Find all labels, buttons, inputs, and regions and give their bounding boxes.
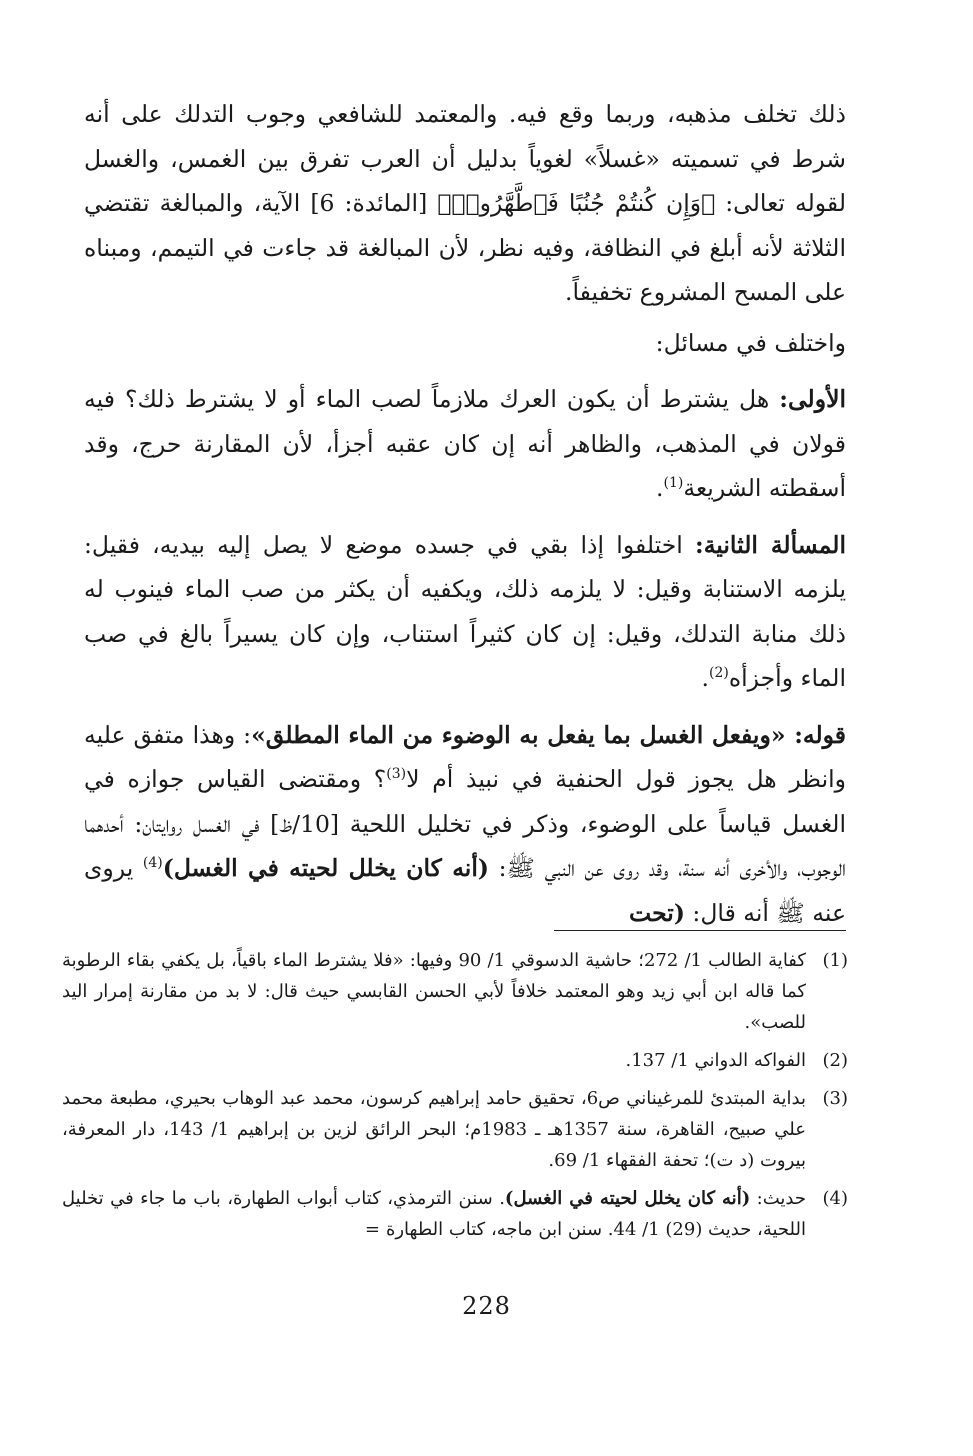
continuation-mark: = xyxy=(364,1219,380,1240)
footnote-ref-2[interactable]: (2) xyxy=(708,665,729,682)
footnote-ref-4[interactable]: (4) xyxy=(142,855,163,872)
issue-second-end: . xyxy=(701,664,709,692)
paragraph-2 xyxy=(84,321,846,366)
paragraph-1 xyxy=(84,92,846,315)
hadith-quote-continued: (تحت xyxy=(629,898,685,927)
footnote-4 xyxy=(62,1183,848,1245)
main-text xyxy=(84,92,846,935)
footnote-2 xyxy=(62,1045,848,1076)
footnote-3-number: (3) xyxy=(822,1088,848,1109)
issue-second-text: اختلفوا إذا بقي في جسده موضع لا يصل إليه بيديه، فقيل: يلزمه الاستنابة وقيل: لا يلزمه ذلك، ويكفيه أن يكثر من صب الماء فينوب له ذلك منابة التدلك، وقيل: إن كان كثيراً استناب، وإن كان يسيراً بالغ في صب الماء وأجزأه xyxy=(84,530,846,692)
quote-text-3: يروى عنه ﷺ أنه قال: xyxy=(84,854,846,927)
issue-second xyxy=(84,523,846,701)
quote-paragraph xyxy=(84,713,846,936)
issue-first-text: هل يشترط أن يكون العرك ملازماً لصب الماء أو لا يشترط ذلك؟ فيه قولان في المذهب، والظاهر أنه إن كان عقبه أجزأ، لأن المقارنة حرج، وقد أسقطته الشريعة xyxy=(84,385,846,502)
paragraph-2-text: واختلف في مسائل: xyxy=(655,328,846,357)
quote-lead: قوله: xyxy=(794,720,847,749)
footnotes xyxy=(62,945,848,1252)
page-number: 228 xyxy=(462,1292,511,1320)
footnote-separator xyxy=(554,930,846,931)
issue-first-heading: الأولى: xyxy=(779,385,846,413)
paragraph-1-text: ذلك تخلف مذهبه، وربما وقع فيه. والمعتمد للشافعي وجوب التدلك على أنه شرط في تسميته «غسلاً» لغوياً بدليل أن العرب تفرق بين الغمس، والغسل لقوله تعالى: ﴿وَإِن كُنتُمْ جُنُبًا فَٱطَّهَّرُوا۟﴾ [المائدة: 6] الآية، والمبالغة تقتضي الثلاثة لأنه أبلغ في النظافة، وفيه نظر، لأن المبالغة قد جاءت في التيمم، ومبناه على المسح المشروع تخفيفاً. xyxy=(84,100,846,306)
footnote-1 xyxy=(62,945,848,1038)
footnote-4-lead: حديث: xyxy=(750,1188,807,1209)
quote-matn: «ويفعل الغسل بما يفعل به الوضوء من الماء المطلق» xyxy=(251,720,795,749)
footnote-4-number: (4) xyxy=(822,1188,848,1209)
footnote-3-text: بداية المبتدئ للمرغيناني ص6، تحقيق حامد إبراهيم كرسون، محمد عبد الوهاب بحيري، مطبعة محمد علي صبيح، القاهرة، سنة 1357هـ ـ 1983م؛ البحر الرائق لزين بن إبراهيم 1/ 143، دار المعرفة، بيروت (د ت)؛ تحفة الفقهاء 1/ 69. xyxy=(62,1088,806,1171)
footnote-1-text: كفاية الطالب 1/ 272؛ حاشية الدسوقي 1/ 90 وفيها: «فلا يشترط الماء باقياً، بل يكفي بقاء الرطوبة كما قاله ابن أبي زيد وهو المعتمد خلافاً لأبي الحسن القابسي حيث قال: لا بد من مقارنة إمرار اليد للصب». xyxy=(62,950,806,1033)
hadith-quote: (أنه كان يخلل لحيته في الغسل) xyxy=(162,854,489,882)
footnote-4-hadith: (أنه كان يخلل لحيته في الغسل) xyxy=(504,1188,751,1209)
footnote-2-text: الفواكه الدواني 1/ 137. xyxy=(625,1050,806,1071)
footnote-2-number: (2) xyxy=(822,1050,848,1071)
footnote-4-text-wrap xyxy=(62,1183,806,1245)
footnote-ref-3[interactable]: (3) xyxy=(386,766,407,783)
footnote-4-text: . سنن الترمذي، كتاب أبواب الطهارة، باب ما جاء في تخليل اللحية، حديث (29) 1/ 44. سنن ابن ماجه، كتاب الطهارة xyxy=(62,1188,806,1240)
issue-first-end: . xyxy=(656,474,664,502)
footnote-1-number: (1) xyxy=(822,950,848,971)
issue-first xyxy=(84,377,846,511)
quote-text-1: : وهذا متفق عليه وانظر هل يجوز قول الحنفية في نبيذ أم لا xyxy=(84,720,846,793)
quote-text-2: ؟ ومقتضى القياس جوازه في الغسل قياساً على الوضوء، وذكر في تخليل اللحية [10/ظ] في الغسل روايتان: أحدهما الوجوب، والأخرى أنه سنة، وقد روى عن النبي ﷺ: xyxy=(84,765,846,882)
footnote-ref-1[interactable]: (1) xyxy=(663,475,684,492)
footnote-3 xyxy=(62,1083,848,1176)
issue-second-heading: المسألة الثانية: xyxy=(695,530,846,559)
